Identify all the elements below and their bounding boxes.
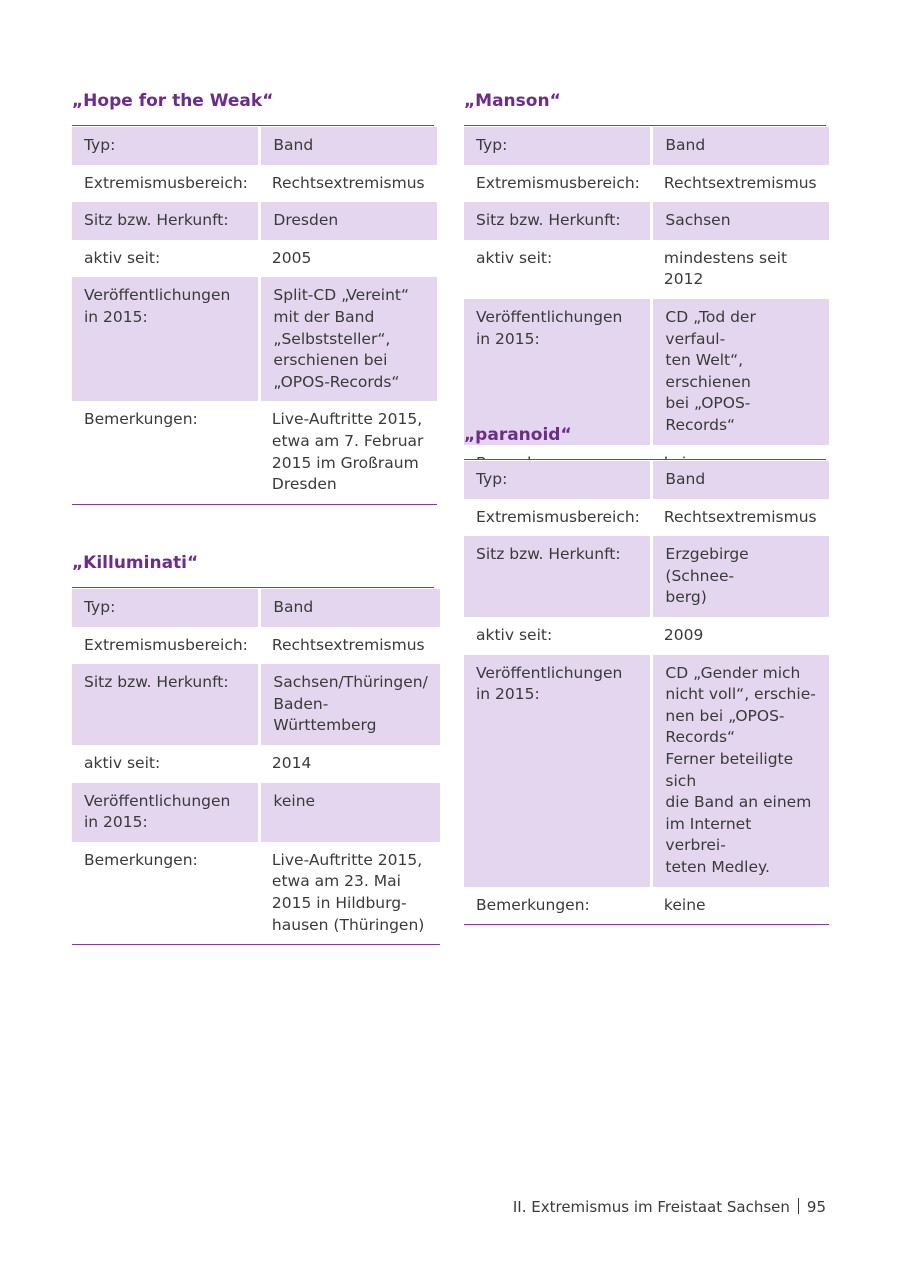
row-value: [260, 127, 437, 165]
value-line: die Band an einem: [665, 793, 812, 812]
value-line: berg): [665, 588, 707, 607]
table-row: [464, 127, 829, 165]
label-line: in 2015:: [476, 329, 540, 348]
value-line: etwa am 23. Mai: [271, 872, 401, 891]
value-line: bei „OPOS-Records“: [665, 394, 751, 434]
table-row: [464, 499, 829, 537]
value-line: hausen (Thüringen): [271, 915, 425, 934]
label-line: in 2015:: [84, 307, 148, 326]
row-label: Bemerkungen:: [84, 410, 198, 429]
value-line: im Internet verbrei-: [665, 814, 752, 855]
value-line: keine: [663, 895, 706, 914]
row-label: Sitz bzw. Herkunft:: [464, 536, 652, 617]
label-line: Veröffentlichungen: [476, 663, 623, 682]
value-line: Dresden: [273, 211, 339, 230]
value-line: Dresden: [271, 475, 337, 494]
table-row: [464, 655, 829, 887]
value-line: Sachsen/Thüringen/: [273, 673, 428, 692]
value-line: erschienen bei: [273, 351, 388, 370]
row-label: Typ:: [72, 127, 260, 165]
value-line: Sachsen: [665, 211, 731, 230]
row-label: Bemerkungen:: [84, 850, 198, 869]
section-title: „Killuminati“: [72, 550, 434, 588]
table-row: [72, 127, 437, 165]
row-label: aktiv seit:: [476, 625, 553, 644]
row-label: Extremismusbereich:: [476, 173, 640, 192]
footer-divider: [798, 1198, 799, 1214]
table-row: [72, 627, 440, 665]
info-table: [72, 126, 437, 505]
table-row: [72, 783, 440, 842]
section-title: „paranoid“: [464, 422, 826, 460]
row-label: Sitz bzw. Herkunft:: [464, 202, 652, 240]
value-line: Band: [273, 598, 314, 616]
value-line: Band: [273, 136, 314, 154]
value-line: Rechtsextremismus: [663, 173, 817, 192]
table-row: [72, 202, 437, 240]
value-line: Records“: [665, 728, 736, 747]
row-value: [652, 536, 829, 617]
value-line: ten Welt“, erschienen: [665, 351, 751, 391]
row-label: Extremismusbereich:: [84, 173, 248, 192]
row-value: [652, 499, 829, 537]
info-table: [72, 588, 440, 945]
row-value: [652, 887, 829, 925]
value-line: CD „Gender mich: [665, 663, 801, 682]
value-line: 2014: [271, 753, 312, 772]
row-label: Typ:: [72, 589, 260, 627]
table-row: [464, 165, 829, 203]
table-row: [72, 240, 437, 278]
value-line: CD „Tod der verfaul-: [665, 307, 756, 348]
value-line: Rechtsextremismus: [663, 507, 817, 526]
row-label: aktiv seit:: [476, 248, 553, 267]
row-value: [260, 842, 440, 945]
table-row: [464, 536, 829, 617]
row-value: [652, 165, 829, 203]
row-value: [260, 401, 437, 504]
value-line: Ferner beteiligte sich: [665, 749, 794, 790]
table-row: [72, 277, 437, 401]
value-line: Live-Auftritte 2015,: [271, 850, 423, 869]
row-value: [260, 745, 440, 783]
label-line: Veröffentlichungen: [476, 307, 623, 326]
row-value: [260, 165, 437, 203]
section-paranoid: [464, 422, 826, 925]
table-row: [464, 887, 829, 925]
page-footer: [513, 1198, 826, 1216]
value-line: Live-Auftritte 2015,: [271, 410, 423, 429]
row-value: [260, 627, 440, 665]
label-line: in 2015:: [476, 685, 540, 704]
footer-chapter: II. Extremismus im Freistaat Sachsen: [512, 1198, 790, 1216]
row-value: [652, 617, 829, 655]
section-killuminati: [72, 550, 434, 945]
row-value: [652, 240, 829, 299]
value-line: Band: [665, 470, 706, 488]
value-line: Split-CD „Vereint“: [273, 286, 409, 305]
table-row: [464, 240, 829, 299]
row-label: [464, 655, 652, 887]
table-row: [72, 664, 440, 745]
row-value: [652, 461, 829, 499]
table-row: [464, 461, 829, 499]
value-line: Rechtsextremismus: [271, 635, 425, 654]
row-label: [72, 277, 260, 401]
row-label: Sitz bzw. Herkunft:: [72, 202, 260, 240]
table-row: [72, 842, 440, 945]
value-line: „OPOS-Records“: [273, 372, 400, 391]
row-label: [72, 783, 260, 842]
row-value: [260, 664, 440, 745]
value-line: „Selbststeller“,: [273, 329, 391, 348]
row-label: Typ:: [464, 127, 652, 165]
label-line: Veröffentlichungen: [84, 791, 231, 810]
row-label: aktiv seit:: [84, 248, 161, 267]
value-line: Band: [665, 136, 706, 154]
row-label: Extremismusbereich:: [84, 635, 248, 654]
value-line: mit der Band: [273, 307, 375, 326]
label-line: Veröffentlichungen: [84, 286, 231, 305]
value-line: teten Medley.: [665, 857, 770, 876]
row-value: [260, 783, 440, 842]
value-line: 2015 in Hildburg-: [271, 893, 407, 912]
section-hope-for-the-weak: [72, 88, 434, 505]
section-title: „Manson“: [464, 88, 826, 126]
row-label: aktiv seit:: [84, 753, 161, 772]
row-label: Sitz bzw. Herkunft:: [72, 664, 260, 745]
value-line: nen bei „OPOS-: [665, 706, 785, 725]
value-line: 2005: [271, 248, 312, 267]
section-title: „Hope for the Weak“: [72, 88, 434, 126]
table-row: [72, 165, 437, 203]
value-line: mindestens seit 2012: [663, 248, 788, 289]
row-value: [260, 277, 437, 401]
value-line: Baden-Württemberg: [273, 694, 377, 735]
label-line: in 2015:: [84, 813, 148, 832]
row-label: Typ:: [464, 461, 652, 499]
table-row: [464, 202, 829, 240]
value-line: 2009: [663, 625, 704, 644]
value-line: Erzgebirge (Schnee-: [665, 545, 749, 585]
value-line: nicht voll“, erschie-: [665, 685, 816, 704]
table-row: [72, 401, 437, 504]
value-line: Rechtsextremismus: [271, 173, 425, 192]
table-row: [72, 745, 440, 783]
row-label: Bemerkungen:: [476, 895, 590, 914]
info-table: [464, 460, 829, 925]
row-value: [652, 202, 829, 240]
value-line: etwa am 7. Februar: [271, 431, 424, 450]
row-value: [260, 202, 437, 240]
row-value: [652, 127, 829, 165]
row-value: [260, 240, 437, 278]
table-row: [72, 589, 440, 627]
table-row: [464, 617, 829, 655]
page-number: 95: [806, 1198, 826, 1216]
value-line: keine: [273, 791, 316, 810]
row-value: [652, 655, 829, 887]
row-label: Extremismusbereich:: [476, 507, 640, 526]
value-line: 2015 im Großraum: [271, 453, 419, 472]
row-value: [260, 589, 440, 627]
